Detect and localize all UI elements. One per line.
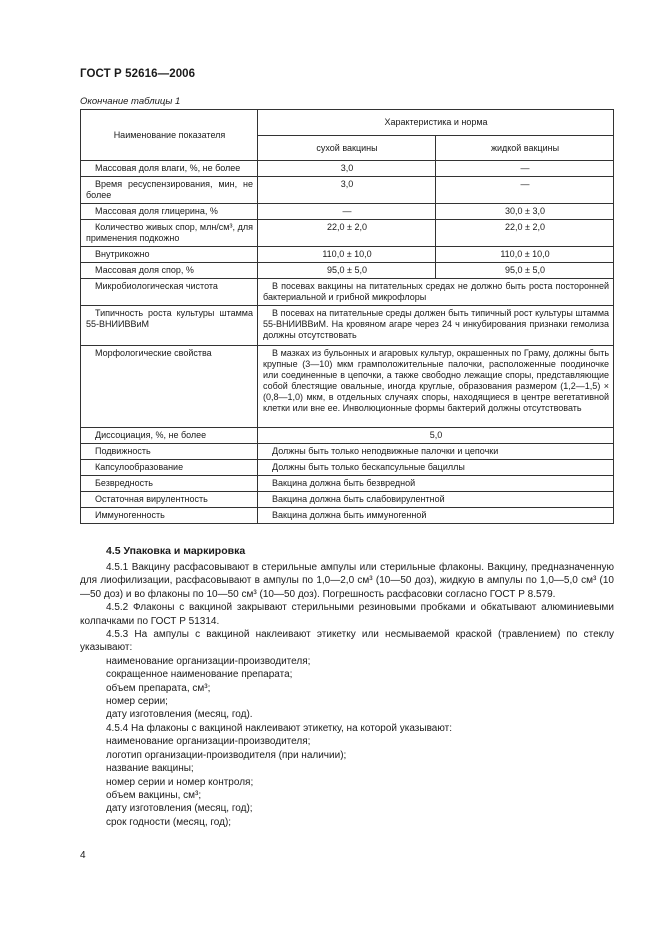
row-name: Остаточная вирулентность [81, 492, 258, 508]
row-dry: 3,0 [258, 161, 436, 177]
row-dry: 3,0 [258, 177, 436, 204]
row-name: Типичность роста культуры штамма 55-ВНИИВВиМ [81, 306, 258, 346]
row-name: Количество живых спор, млн/см³, для применения подкожно [81, 220, 258, 247]
table-row [81, 460, 614, 476]
list-item: наименование организации-производителя; [106, 655, 311, 667]
table-row [81, 220, 614, 247]
row-value: Вакцина должна быть безвредной [258, 476, 614, 492]
row-name: Массовая доля глицерина, % [81, 204, 258, 220]
list-item: наименование организации-производителя; [106, 736, 311, 748]
row-value: Должны быть только бескапсульные бациллы [258, 460, 614, 476]
row-dry: 22,0 ± 2,0 [258, 220, 436, 247]
header-group: Характеристика и норма [258, 110, 614, 136]
table-row [81, 492, 614, 508]
paragraph-4-5-4: 4.5.4 На флаконы с вакциной наклеивают этикетку, на которой указывают: [106, 722, 452, 734]
table-row [81, 306, 614, 346]
list-item: срок годности (месяц, год); [106, 816, 232, 828]
row-value: В посевах на питательные среды должен быть типичный рост культуры штамма 55-ВНИИВВиМ. На кровяном агаре через 24 ч инкубирования признаки гемолиза должны отсутствовать [258, 306, 614, 346]
row-name: Капсулообразование [81, 460, 258, 476]
row-name: Безвредность [81, 476, 258, 492]
document-header: ГОСТ Р 52616—2006 [80, 68, 196, 80]
row-name: Иммуногенность [81, 508, 258, 524]
row-name: Микробиологическая чистота [81, 279, 258, 306]
header-liquid: жидкой вакцины [436, 136, 614, 161]
row-name: Морфологические свойства [81, 346, 258, 428]
paragraph-4-5-3: 4.5.3 На ампулы с вакциной наклеивают этикетку или несмываемой краской (травлением) по стеклу указывают: [80, 629, 614, 654]
row-name: Массовая доля спор, % [81, 263, 258, 279]
row-dry: 95,0 ± 5,0 [258, 263, 436, 279]
table-row [81, 444, 614, 460]
list-item: номер серии и номер контроля; [106, 776, 254, 788]
row-dry: 110,0 ± 10,0 [258, 247, 436, 263]
table-row [81, 346, 614, 428]
table-row [81, 476, 614, 492]
section-title: 4.5 Упаковка и маркировка [106, 545, 246, 557]
row-name: Диссоциация, %, не более [81, 428, 258, 444]
table-row [81, 428, 614, 444]
section-body [80, 561, 614, 829]
list-item: объем препарата, см³; [106, 682, 211, 694]
table-row [81, 279, 614, 306]
table-row [81, 247, 614, 263]
table-row [81, 204, 614, 220]
row-liquid: 110,0 ± 10,0 [436, 247, 614, 263]
list-item: сокращенное наименование препарата; [106, 669, 293, 681]
row-dry: — [258, 204, 436, 220]
row-name: Подвижность [81, 444, 258, 460]
row-liquid: — [436, 177, 614, 204]
spec-table [80, 109, 614, 524]
row-value: Вакцина должна быть иммуногенной [258, 508, 614, 524]
row-liquid: — [436, 161, 614, 177]
row-value: В мазках из бульонных и агаровых культур, окрашенных по Граму, должны быть крупные (3—10) мкм грамположительные палочки, расположенные поодиночке или соединенные в цепочки, а также свободно лежащие споры, представляющие собой блестящие овальные, иногда круглые, образования размером (1,2—1,5) × (0,8—1,0) мкм, в отдельных случаях споры, находящиеся в центре вегетативной клетки или вне ее. Инволюционные формы бактерий должны отсутствовать [258, 346, 614, 428]
header-name-col: Наименование показателя [81, 110, 258, 161]
list-item: дату изготовления (месяц, год); [106, 803, 253, 815]
table-row [81, 263, 614, 279]
list-item: объем вакцины, см³; [106, 789, 202, 801]
row-value: Должны быть только неподвижные палочки и цепочки [258, 444, 614, 460]
list-item: дату изготовления (месяц, год). [106, 709, 253, 721]
list-item: логотип организации-производителя (при наличии); [106, 749, 347, 761]
row-value: 5,0 [258, 428, 614, 444]
row-liquid: 22,0 ± 2,0 [436, 220, 614, 247]
list-item: название вакцины; [106, 763, 194, 775]
row-name: Массовая доля влаги, %, не более [81, 161, 258, 177]
page-number: 4 [80, 850, 86, 861]
paragraph-4-5-2: 4.5.2 Флаконы с вакциной закрывают стерильными резиновыми пробками и обкатывают алюминиевыми колпачками по ГОСТ Р 51314. [80, 602, 614, 627]
row-value: В посевах вакцины на питательных средах не должно быть роста посторонней бактериальной и грибной микрофлоры [258, 279, 614, 306]
row-name: Время ресуспензирования, мин, не более [81, 177, 258, 204]
row-value: Вакцина должна быть слабовирулентной [258, 492, 614, 508]
row-liquid: 95,0 ± 5,0 [436, 263, 614, 279]
header-dry: сухой вакцины [258, 136, 436, 161]
list-item: номер серии; [106, 696, 168, 708]
table-caption: Окончание таблицы 1 [80, 96, 181, 107]
row-name: Внутрикожно [81, 247, 258, 263]
paragraph-4-5-1: 4.5.1 Вакцину расфасовывают в стерильные ампулы или стерильные флаконы. Вакцину, предназначенную для лиофилизации, расфасовывают в ампулы по 1,0—2,0 см³ (10—50 доз), жидкую в ампулы по 1,0—5,0 см³ (10—50 доз) и во флаконы по 10—50 см³ (10—50 доз). Погрешность расфасовки согласно ГОСТ Р 8.579. [80, 562, 614, 600]
table-row [81, 177, 614, 204]
table-row [81, 161, 614, 177]
table-row [81, 508, 614, 524]
row-liquid: 30,0 ± 3,0 [436, 204, 614, 220]
